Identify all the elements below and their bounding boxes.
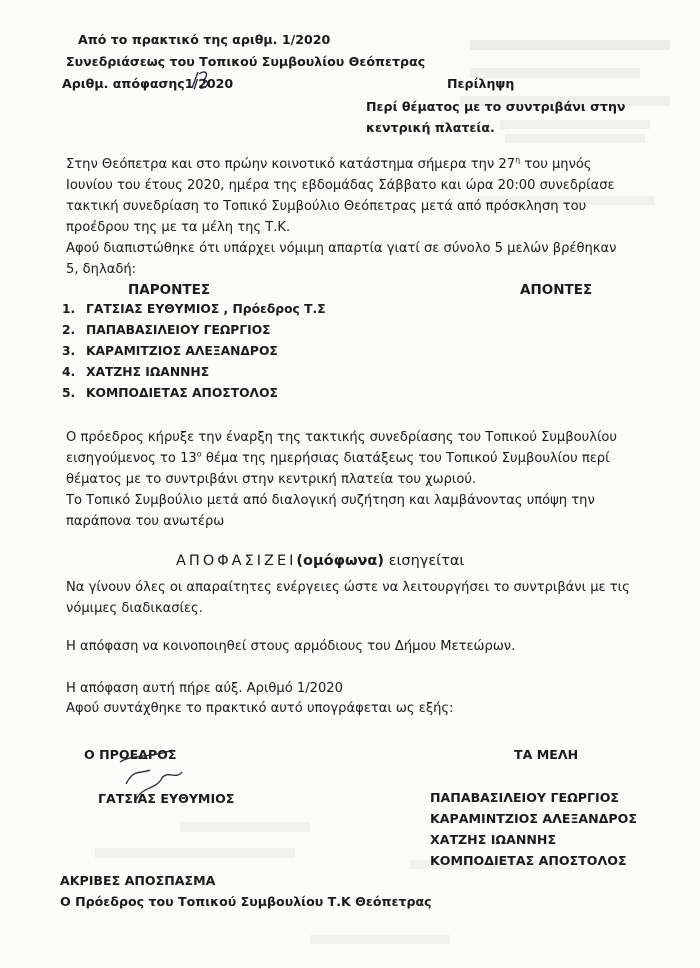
member-signature-3: ΧΑΤΖΗΣ ΙΩΑΝΝΗΣ: [430, 832, 557, 847]
summary-line-1: Περί θέματος με το συντριβάνι στην: [366, 99, 626, 114]
body-p2-line-2: παράπονα του ανωτέρω: [66, 514, 225, 529]
intro-line-4: προέδρου της με τα μέλη της Τ.Κ.: [66, 220, 291, 235]
notify-line: Η απόφαση να κοινοποιηθεί στους αρμόδιους του Δήμου Μετεώρων.: [66, 639, 516, 654]
present-heading: ΠΑΡΟΝΤΕΣ: [128, 282, 211, 298]
decision-qualifier: (ομόφωνα): [296, 553, 385, 569]
intro-line-1: [66, 156, 592, 174]
footer-president-line: Ο Πρόεδρος του Τοπικού Συμβουλίου Τ.Κ Θεόπετρας: [60, 894, 432, 909]
intro-line-3: τακτική συνεδρίαση το Τοπικό Συμβούλιο Θεόπετρας μετά από πρόσκληση του: [66, 199, 587, 214]
body-p1-line-1: Ο πρόεδρος κήρυξε την έναρξη της τακτικής συνεδρίασης του Τοπικού Συμβουλίου: [66, 430, 617, 445]
absent-heading: ΑΠΟΝΤΕΣ: [520, 282, 593, 298]
president-signature: [112, 740, 192, 810]
decision-tail: εισηγείται: [384, 553, 465, 569]
footer-exact-copy: ΑΚΡΙΒΕΣ ΑΠΟΣΠΑΣΜΑ: [60, 873, 216, 888]
member-signature-4: ΚΟΜΠΟΔΙΕΤΑΣ ΑΠΟΣΤΟΛΟΣ: [430, 853, 627, 868]
decision-heading: [176, 552, 464, 570]
sign-note-line: Αφού συντάχθηκε το πρακτικό αυτό υπογράφεται ως εξής:: [66, 701, 454, 716]
header-line-2: Συνεδριάσεως του Τοπικού Συμβουλίου Θεόπετρας: [66, 54, 426, 69]
body-p1-line-2-tail: θέμα της ημερήσιας διατάξεως του Τοπικού Συμβουλίου περί: [201, 451, 610, 466]
list-item: [62, 302, 326, 323]
decision-line-2: νόμιμες διαδικασίες.: [66, 601, 203, 616]
list-item: [62, 365, 326, 386]
president-name: ΓΑΤΣΙΑΣ ΕΥΘΥΜΙΟΣ: [98, 791, 235, 806]
handwritten-number-mark: [186, 68, 216, 92]
body-p1-line-3: θέματος με το συντριβάνι στην κεντρική πλατεία του χωριού.: [66, 472, 477, 487]
list-item-number: 1.: [62, 302, 76, 316]
member-signature-2: ΚΑΡΑΜΙΝΤΖΙΟΣ ΑΛΕΞΑΝΔΡΟΣ: [430, 811, 637, 826]
list-item-number: 5.: [62, 386, 76, 400]
body-p2-line-1: Το Τοπικό Συμβούλιο μετά από διαλογική συζήτηση και λαμβάνοντας υπόψη την: [66, 493, 595, 508]
list-item-name: ΚΟΜΠΟΔΙΕΤΑΣ ΑΠΟΣΤΟΛΟΣ: [86, 386, 278, 400]
intro-line-1-tail: του μηνός: [520, 157, 592, 172]
list-item: [62, 323, 326, 344]
intro-line-1-superscript: η: [515, 155, 521, 165]
decision-number-line: Η απόφαση αυτή πήρε αύξ. Αριθμό 1/2020: [66, 681, 343, 696]
decision-title: ΑΠΟΦΑΣΙΖΕΙ: [176, 553, 297, 569]
present-members-list: [62, 302, 326, 407]
intro-line-1-text: Στην Θεόπετρα και στο πρώην κοινοτικό κατάστημα σήμερα την 27: [66, 157, 516, 172]
intro-line-6: 5, δηλαδή:: [66, 262, 137, 277]
list-item: [62, 386, 326, 407]
intro-line-2: Ιουνίου του έτους 2020, ημέρα της εβδομάδας Σάββατο και ώρα 20:00 συνεδρίασε: [66, 178, 615, 193]
intro-line-5: Αφού διαπιστώθηκε ότι υπάρχει νόμιμη απαρτία γιατί σε σύνολο 5 μελών βρέθηκαν: [66, 241, 617, 256]
member-signature-1: ΠΑΠΑΒΑΣΙΛΕΙΟΥ ΓΕΩΡΓΙΟΣ: [430, 790, 620, 805]
decision-line-1: Να γίνουν όλες οι απαραίτητες ενέργειες ώστε να λειτουργήσει το συντριβάνι με τις: [66, 580, 630, 595]
body-p1-line-2: [66, 450, 610, 468]
list-item-name: ΠΑΠΑΒΑΣΙΛΕΙΟΥ ΓΕΩΡΓΙΟΣ: [86, 323, 271, 337]
list-item-number: 4.: [62, 365, 76, 379]
list-item-name: ΓΑΤΣΙΑΣ ΕΥΘΥΜΙΟΣ , Πρόεδρος Τ.Σ: [86, 302, 326, 316]
list-item-number: 2.: [62, 323, 76, 337]
list-item: [62, 344, 326, 365]
summary-line-2: κεντρική πλατεία.: [366, 120, 495, 135]
header-line-1: Από το πρακτικό της αριθμ. 1/2020: [78, 32, 331, 47]
list-item-name: ΚΑΡΑΜΙΤΖΙΟΣ ΑΛΕΞΑΝΔΡΟΣ: [86, 344, 278, 358]
decision-number-header: Αριθμ. απόφασης1/2020: [62, 76, 234, 91]
list-item-name: ΧΑΤΖΗΣ ΙΩΑΝΝΗΣ: [86, 365, 210, 379]
members-title: ΤΑ ΜΕΛΗ: [514, 747, 579, 762]
president-title: Ο ΠΡΟΕΔΡΟΣ: [84, 747, 177, 762]
body-p1-line-2-superscript: ο: [196, 449, 202, 459]
summary-title: Περίληψη: [447, 76, 515, 91]
list-item-number: 3.: [62, 344, 76, 358]
body-p1-line-2-text: εισηγούμενος το 13: [66, 451, 197, 466]
